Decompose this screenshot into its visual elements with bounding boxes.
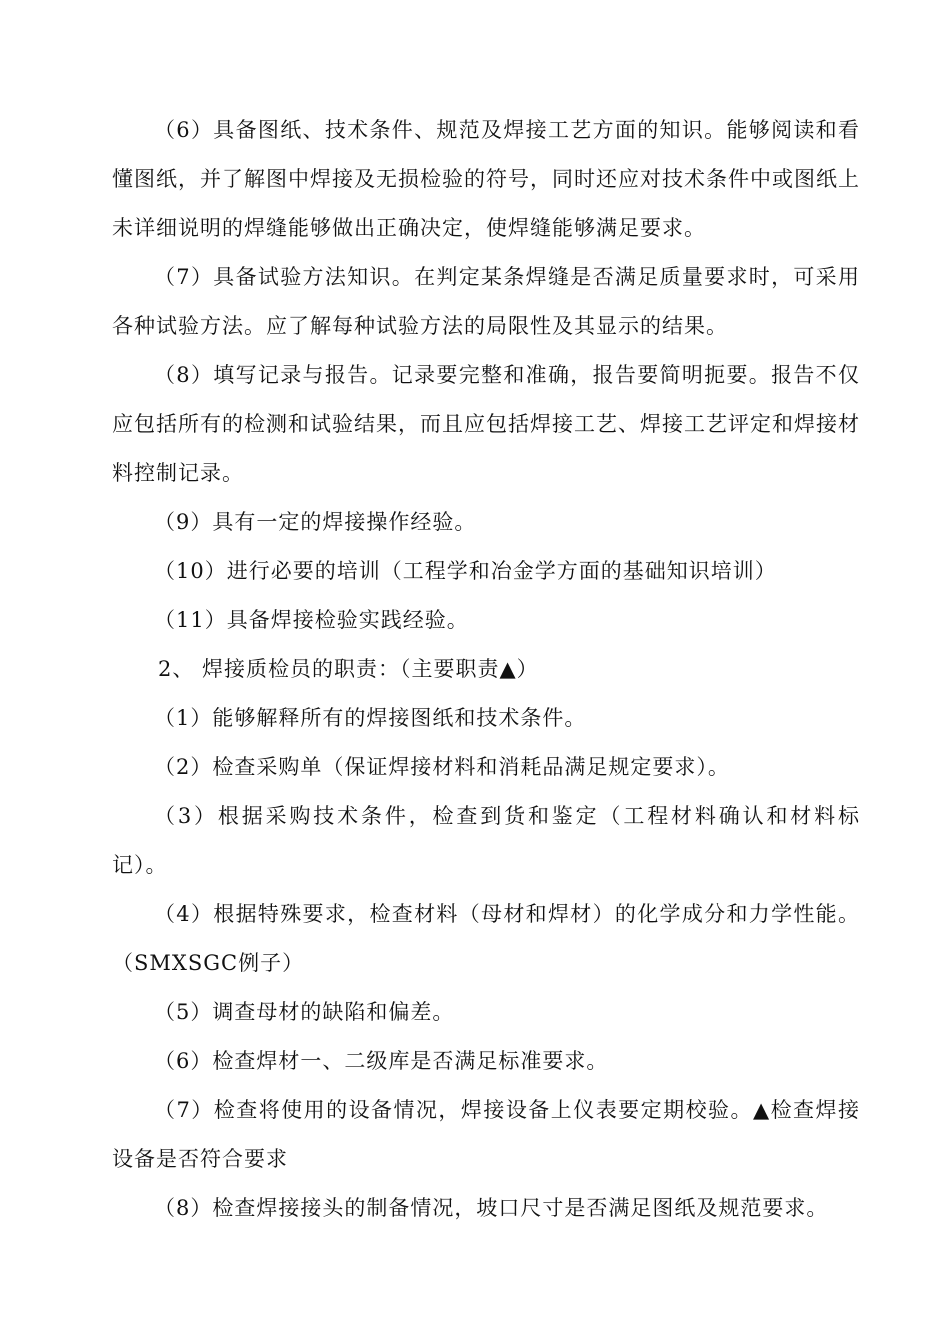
paragraph-7-test-methods: （7）具备试验方法知识。在判定某条焊缝是否满足质量要求时，可采用各种试验方法。应了解每种试验方法的局限性及其显示的结果。 [112, 265, 860, 338]
paragraph-6-knowledge: （6）具备图纸、技术条件、规范及焊接工艺方面的知识。能够阅读和看懂图纸，并了解图中焊接及无损检验的符号，同时还应对技术条件中或图纸上未详细说明的焊缝能够做出正确决定，使焊缝能够满足要求。 [112, 118, 860, 240]
paragraph-10-training: （10）进行必要的培训（工程学和冶金学方面的基础知识培训） [154, 559, 777, 583]
duty-1: （1）能够解释所有的焊接图纸和技术条件。 [154, 706, 587, 730]
duty-6: （6）检查焊材一、二级库是否满足标准要求。 [154, 1049, 609, 1073]
duty-8: （8）检查焊接接头的制备情况，坡口尺寸是否满足图纸及规范要求。 [154, 1196, 829, 1220]
paragraph-11-practice: （11）具备焊接检验实践经验。 [154, 608, 469, 632]
duty-5: （5）调查母材的缺陷和偏差。 [154, 1000, 455, 1024]
document-page [112, 106, 860, 1233]
duty-3: （3）根据采购技术条件，检查到货和鉴定（工程材料确认和材料标记）。 [112, 804, 860, 877]
section-heading-duties: 2、 焊接质检员的职责：（主要职责▲） [158, 657, 539, 681]
duty-4: （4）根据特殊要求，检查材料（母材和焊材）的化学成分和力学性能。（SMXSGC例子） [112, 902, 860, 975]
paragraph-9-experience: （9）具有一定的焊接操作经验。 [154, 510, 477, 534]
duty-2: （2）检查采购单（保证焊接材料和消耗品满足规定要求）。 [154, 755, 730, 779]
paragraph-8-records: （8）填写记录与报告。记录要完整和准确，报告要简明扼要。报告不仅应包括所有的检测和试验结果，而且应包括焊接工艺、焊接工艺评定和焊接材料控制记录。 [112, 363, 860, 485]
duty-7: （7）检查将使用的设备情况，焊接设备上仪表要定期校验。▲检查焊接设备是否符合要求 [112, 1098, 860, 1171]
